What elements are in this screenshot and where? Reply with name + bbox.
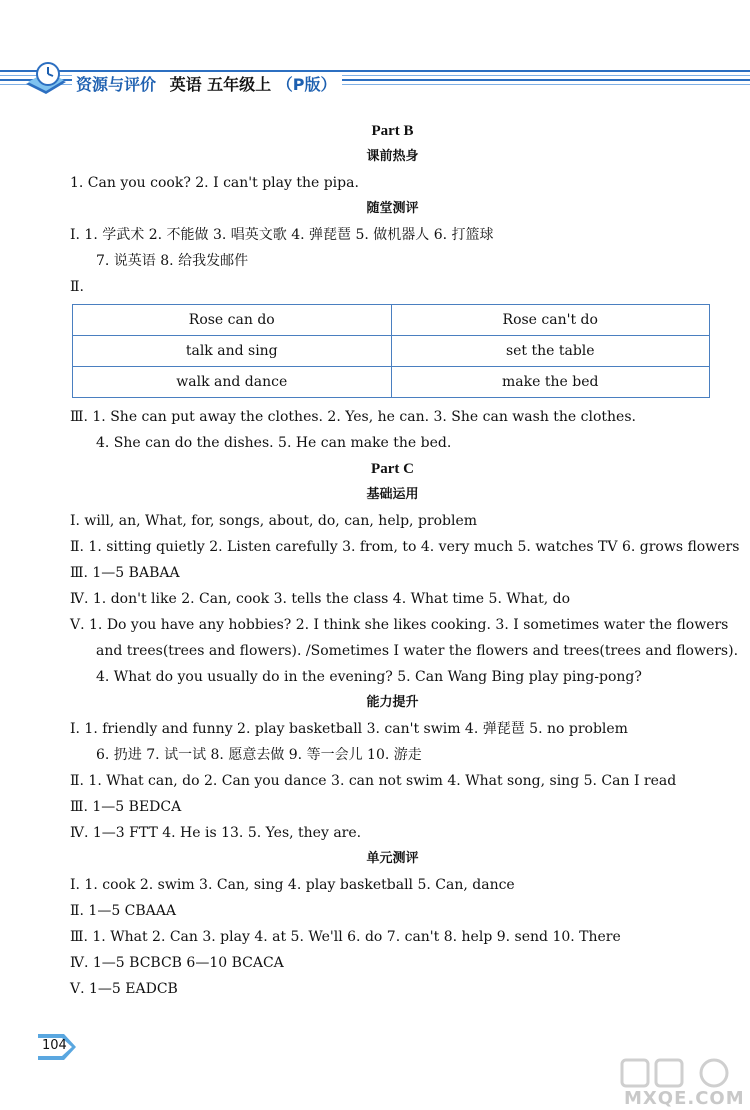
answer-line: Ⅳ. 1—3 FTT 4. He is 13. 5. Yes, they are. (70, 825, 362, 841)
answer-line: Ⅲ. 1—5 BABAA (70, 565, 180, 581)
ability-heading: 能力提升 (366, 695, 419, 710)
page-number-badge (38, 1030, 78, 1064)
book-clock-logo-icon (24, 60, 68, 100)
warmup-heading: 课前热身 (366, 149, 419, 164)
answer-line: and trees(trees and flowers). /Sometimes I water the flowers and trees(trees and flowers). (96, 643, 739, 659)
answer-line: Ⅲ. 1—5 BEDCA (70, 799, 182, 815)
table-cell: talk and sing (73, 336, 392, 367)
header-title (72, 72, 342, 96)
answer-line: Ⅳ. 1—5 BCBCB 6—10 BCACA (70, 955, 284, 971)
basic-use-heading: 基础运用 (366, 487, 419, 502)
table-cell: walk and dance (73, 367, 392, 398)
answer-line: Ⅲ. 1. What 2. Can 3. play 4. at 5. We'll 6. do 7. can't 8. help 9. send 10. There (70, 929, 621, 945)
header-subject: 英语 五年级上 (169, 75, 272, 94)
answer-line: 4. What do you usually do in the evening? 5. Can Wang Bing play ping-pong? (96, 669, 642, 685)
table-row (73, 336, 710, 367)
answer-line: Ⅳ. 1. don't like 2. Can, cook 3. tells the class 4. What time 5. What, do (70, 591, 571, 607)
answer-line: 7. 说英语 8. 给我发邮件 (96, 253, 249, 269)
answer-line: Ⅴ. 1—5 EADCB (70, 981, 178, 997)
part-c-title: Part C (371, 461, 414, 477)
answer-line: Ⅲ. 1. She can put away the clothes. 2. Yes, he can. 3. She can wash the clothes. (70, 409, 636, 425)
answer-content (70, 118, 740, 1002)
table-header-row (73, 305, 710, 336)
answer-line: Ⅱ. 1. sitting quietly 2. Listen carefully 3. from, to 4. very much 5. watches TV 6. grows flowers (70, 539, 740, 555)
unit-test-heading: 单元测评 (366, 851, 419, 866)
page-number: 104 (42, 1038, 67, 1053)
answer-line: 6. 扔进 7. 试一试 8. 愿意去做 9. 等一会儿 10. 游走 (96, 747, 422, 763)
answer-line: Ⅰ. 1. cook 2. swim 3. Can, sing 4. play basketball 5. Can, dance (70, 877, 515, 893)
header-brand: 资源与评价 (76, 75, 157, 94)
answer-line: Ⅱ. 1—5 CBAAA (70, 903, 177, 919)
page-header (0, 60, 750, 105)
table-cell: make the bed (391, 367, 710, 398)
answer-line: 4. She can do the dishes. 5. He can make the bed. (96, 435, 452, 451)
table-cell: set the table (391, 336, 710, 367)
answer-line: Ⅰ. 1. 学武术 2. 不能做 3. 唱英文歌 4. 弹琵琶 5. 做机器人 6. 打篮球 (70, 227, 494, 243)
table-header-cell: Rose can do (73, 305, 392, 336)
classroom-test-heading: 随堂测评 (366, 201, 419, 216)
table-header-cell: Rose can't do (391, 305, 710, 336)
watermark-logo-icon (618, 1058, 746, 1090)
watermark (618, 1058, 746, 1108)
table-row (73, 367, 710, 398)
answer-line: Ⅰ. 1. friendly and funny 2. play basketball 3. can't swim 4. 弹琵琶 5. no problem (70, 721, 628, 737)
watermark-url: MXQE.COM (624, 1088, 745, 1109)
answer-line: Ⅰ. will, an, What, for, songs, about, do, can, help, problem (70, 513, 478, 529)
header-edition: （P版） (276, 75, 337, 94)
question-label: Ⅱ. (70, 279, 84, 295)
warmup-answers: 1. Can you cook? 2. I can't play the pipa. (70, 175, 359, 191)
answer-line: Ⅱ. 1. What can, do 2. Can you dance 3. can not swim 4. What song, sing 5. Can I read (70, 773, 677, 789)
rose-can-table (72, 304, 710, 398)
part-b-title: Part B (371, 123, 414, 139)
answer-line: Ⅴ. 1. Do you have any hobbies? 2. I think she likes cooking. 3. I sometimes water the flowers (70, 617, 729, 633)
